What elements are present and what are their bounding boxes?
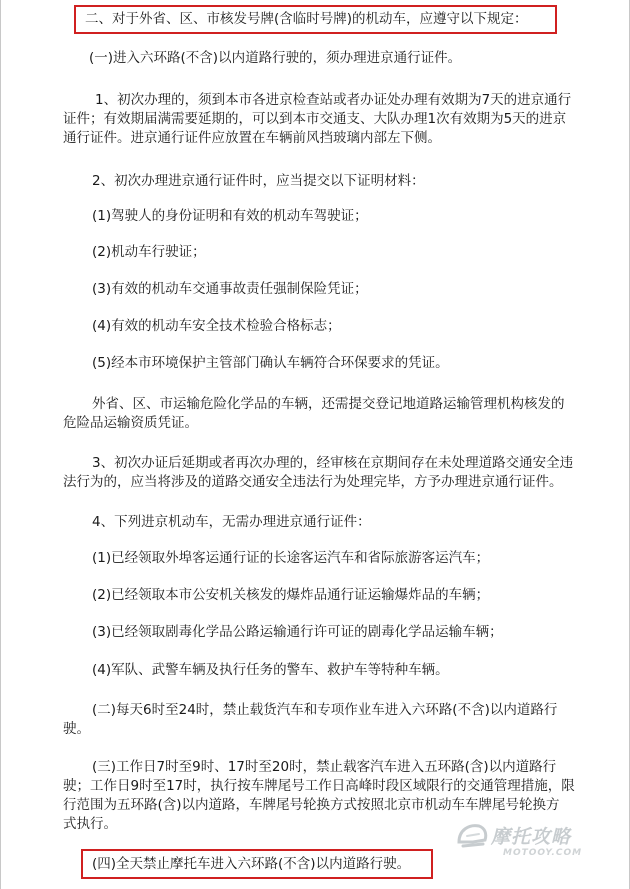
item-1-line-1: 1、初次办理的，须到本市各进京检查站或者办证处办理有效期为7天的进京通行 xyxy=(95,92,572,108)
hazmat-line-2: 危险品运输资质凭证。 xyxy=(63,415,198,431)
exempt-2: (2)已经领取本市公安机关核发的爆炸品通行证运输爆炸品的车辆； xyxy=(92,587,490,603)
material-5: (5)经本市环境保护主管部门确认车辆符合环保要求的凭证。 xyxy=(92,355,449,371)
section-heading: 二、对于外省、区、市核发号牌(含临时号牌)的机动车，应遵守以下规定： xyxy=(85,11,528,27)
exempt-1: (1)已经领取外埠客运通行证的长途客运汽车和省际旅游客运汽车； xyxy=(92,550,490,566)
section-3-line-4: 式执行。 xyxy=(63,816,117,832)
exempt-3: (3)已经领取剧毒化学品公路运输通行许可证的剧毒化学品运输车辆； xyxy=(92,624,503,640)
material-3: (3)有效的机动车交通事故责任强制保险凭证； xyxy=(92,281,368,297)
item-3-line-2: 法行为的，应当将涉及的道路交通安全违法行为处理完毕，方予办理进京通行证件。 xyxy=(63,474,563,490)
section-3-line-3: 行范围为五环路(含)以内道路，车牌尾号轮换方式按照北京市机动车车牌尾号轮换方 xyxy=(63,797,560,813)
watermark-text: 摩托攻略 xyxy=(491,826,572,848)
section-1-title: (一)进入六环路(不含)以内道路行驶的，须办理进京通行证件。 xyxy=(89,50,462,66)
watermark xyxy=(453,816,613,866)
exempt-4: (4)军队、武警车辆及执行任务的警车、救护车等特种车辆。 xyxy=(92,662,449,678)
material-1: (1)驾驶人的身份证明和有效的机动车驾驶证； xyxy=(92,208,368,224)
item-1-line-2: 证件；有效期届满需要延期的，可以到本市交通支、大队办理1次有效期为5天的进京 xyxy=(63,111,567,127)
section-2-line-2: 驶。 xyxy=(63,721,90,737)
section-3-line-1: (三)工作日7时至9时、17时至20时，禁止载客汽车进入五环路(含)以内道路行 xyxy=(92,759,557,775)
hazmat-line-1: 外省、区、市运输危险化学品的车辆，还需提交登记地道路运输管理机构核发的 xyxy=(92,396,565,412)
item-4: 4、下列进京机动车，无需办理进京通行证件： xyxy=(92,514,371,530)
material-2: (2)机动车行驶证； xyxy=(92,244,206,260)
section-2-line-1: (二)每天6时至24时，禁止载货汽车和专项作业车进入六环路(不含)以内道路行 xyxy=(92,702,558,718)
item-3-line-1: 3、初次办证后延期或者再次办理的，经审核在京期间存在未处理道路交通安全违 xyxy=(92,455,574,471)
watermark-url: MOTOOY.COM xyxy=(503,848,583,858)
item-2: 2、初次办理进京通行证件时，应当提交以下证明材料： xyxy=(92,173,425,189)
material-4: (4)有效的机动车安全技术检验合格标志； xyxy=(92,318,341,334)
helmet-logo-icon xyxy=(453,820,489,856)
section-3-line-2: 驶；工作日9时至17时，执行按车牌尾号工作日高峰时段区域限行的交通管理措施，限 xyxy=(63,778,575,794)
section-4: (四)全天禁止摩托车进入六环路(不含)以内道路行驶。 xyxy=(92,856,411,872)
item-1-line-3: 通行证件。进京通行证件应放置在车辆前风挡玻璃内部左下侧。 xyxy=(63,130,441,146)
